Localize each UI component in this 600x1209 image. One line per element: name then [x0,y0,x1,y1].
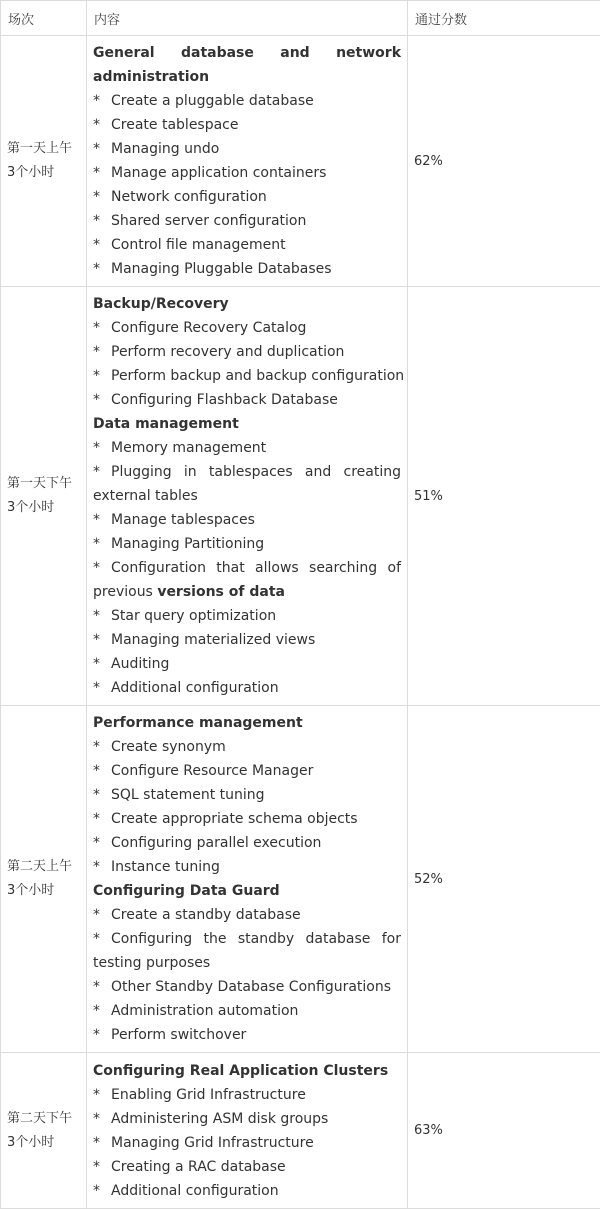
list-item: * Managing materialized views [93,628,401,652]
list-item: * SQL statement tuning [93,783,401,807]
list-item: * Additional configuration [93,1179,401,1203]
list-item: * Creating a RAC database [93,1155,401,1179]
list-item: * Network configuration [93,185,401,209]
list-item: * Create appropriate schema objects [93,807,401,831]
section-heading: Backup/Recovery [93,292,401,316]
header-session: 场次 [1,1,87,36]
session-cell: 第一天上午 3个小时 [1,36,87,287]
list-item: * Manage application containers [93,161,401,185]
header-content: 内容 [87,1,408,36]
list-item: * Managing Grid Infrastructure [93,1131,401,1155]
table-row [1,287,600,706]
list-item: * Additional configuration [93,676,401,700]
list-item: * Plugging in tablespaces and creating external tables [93,460,401,508]
list-item: * Administration automation [93,999,401,1023]
list-item: * Create a standby database [93,903,401,927]
table-row [1,1053,600,1209]
list-item: * Administering ASM disk groups [93,1107,401,1131]
list-item: * Configuration that allows searching of previous versions of data [93,556,401,604]
session-cell: 第二天下午 3个小时 [1,1053,87,1209]
list-item: * Configure Resource Manager [93,759,401,783]
table-row [1,36,600,287]
session-cell: 第一天下午 3个小时 [1,287,87,706]
content-cell [87,1053,408,1209]
content-cell [87,706,408,1053]
section-heading: Data management [93,412,401,436]
list-item: * Instance tuning [93,855,401,879]
list-item: * Manage tablespaces [93,508,401,532]
list-item: * Managing Partitioning [93,532,401,556]
section-heading: General database and network administration [93,41,401,89]
list-item: * Create tablespace [93,113,401,137]
list-item: * Create a pluggable database [93,89,401,113]
list-item: * Create synonym [93,735,401,759]
list-item: * Configuring Flashback Database [93,388,401,412]
list-item: * Managing Pluggable Databases [93,257,401,281]
list-item: * Shared server configuration [93,209,401,233]
list-item: * Configuring the standby database for testing purposes [93,927,401,975]
score-cell: 62% [408,36,600,287]
list-item: * Enabling Grid Infrastructure [93,1083,401,1107]
section-heading: Configuring Data Guard [93,879,401,903]
list-item: * Configure Recovery Catalog [93,316,401,340]
list-item: * Other Standby Database Configurations [93,975,401,999]
section-heading: Configuring Real Application Clusters [93,1059,401,1083]
table-row [1,706,600,1053]
header-score: 通过分数 [408,1,600,36]
header-row [1,1,600,36]
list-item: * Memory management [93,436,401,460]
session-cell: 第二天上午 3个小时 [1,706,87,1053]
list-item: * Managing undo [93,137,401,161]
list-item: * Star query optimization [93,604,401,628]
score-cell: 52% [408,706,600,1053]
section-heading: Performance management [93,711,401,735]
content-cell [87,287,408,706]
list-item: * Configuring parallel execution [93,831,401,855]
score-cell: 63% [408,1053,600,1209]
list-item: * Auditing [93,652,401,676]
score-cell: 51% [408,287,600,706]
content-cell [87,36,408,287]
list-item: * Perform recovery and duplication [93,340,401,364]
list-item: * Perform switchover [93,1023,401,1047]
list-item: * Perform backup and backup configuration [93,364,401,388]
list-item: * Control file management [93,233,401,257]
